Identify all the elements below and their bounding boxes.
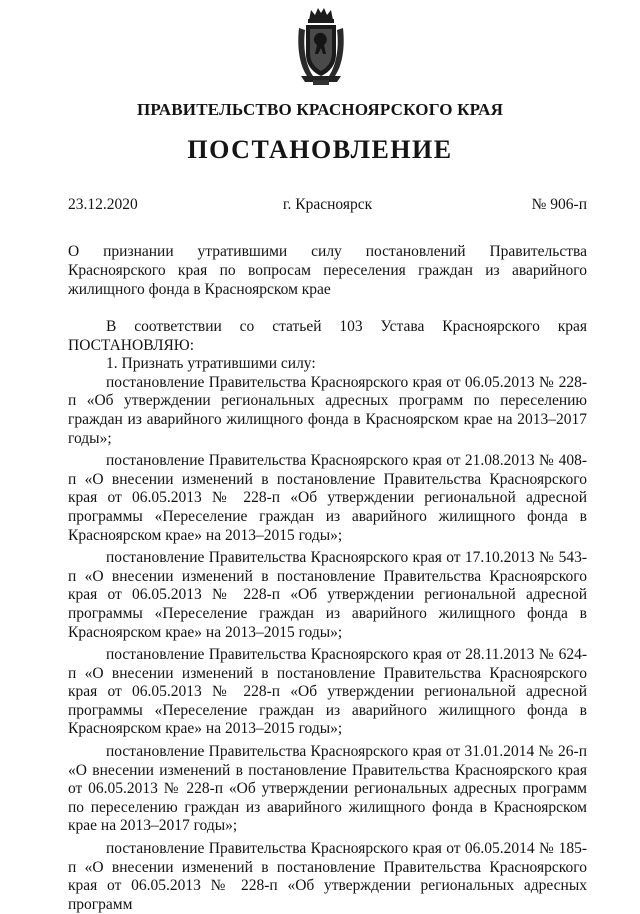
document-subject: О признании утратившими силу постановлений Правительства Красноярского края по вопросам переселения граждан из аварийного жилищного фонда в Красноярском крае [68,243,587,298]
coat-of-arms-icon [293,6,349,86]
paragraph-1: постановление Правительства Красноярского края от 06.05.2013 № 228-п «Об утверждении региональных адресных программ по переселению граждан из аварийного жилищного фонда в Красноярском крае на 2013–2017 годы»; [68,373,587,447]
item-1-heading: 1. Признать утратившими силу: [106,355,316,373]
document-city: г. Красноярск [282,196,373,213]
preamble-text: В соответствии со статьей 103 Устава Красноярского края [106,318,587,335]
paragraph-4: постановление Правительства Красноярского края от 28.11.2013 № 624-п «О внесении изменений в постановление Правительства Красноярского края от 06.05.2013 № 228-п «Об утверждении региональной адресной программы «Переселение граждан из аварийного жилищного фонда в Красноярском крае» на 2013–2015 годы»; [68,646,587,738]
paragraph-6: постановление Правительства Красноярского края от 06.05.2014 № 185-п «О внесении изменений в постановление Правительства Красноярского края от 06.05.2013 № 228-п «Об утверждении региональных адресных программ [68,840,587,913]
document-date: 23.12.2020 [68,196,138,213]
paragraph-5: постановление Правительства Красноярского края от 31.01.2014 № 26-п «О внесении изменений в постановление Правительства Красноярского края от 06.05.2013 № 228-п «Об утверждении региональных адресных программ по переселению граждан из аварийного жилищного фонда в Красноярском крае на 2013–2017 годы»; [68,743,587,835]
document-meta-row [68,196,587,218]
government-title: ПРАВИТЕЛЬСТВО КРАСНОЯРСКОГО КРАЯ [136,100,504,119]
document-number: № 906-п [531,196,587,213]
document-body [68,318,587,914]
paragraph-2: постановление Правительства Красноярского края от 21.08.2013 № 408-п «О внесении изменений в постановление Правительства Красноярского края от 06.05.2013 № 228-п «Об утверждении региональной адресной программы «Переселение граждан из аварийного жилищного фонда в Красноярском крае» на 2013–2015 годы»; [68,452,587,544]
paragraph-3: постановление Правительства Красноярского края от 17.10.2013 № 543-п «О внесении изменений в постановление Правительства Красноярского края от 06.05.2013 № 228-п «Об утверждении региональной адресной программы «Переселение граждан из аварийного жилищного фонда в Красноярском крае» на 2013–2015 годы»; [68,549,587,641]
document-type-title: ПОСТАНОВЛЕНИЕ [187,135,453,164]
decree-word: ПОСТАНОВЛЯЮ: [68,336,195,354]
